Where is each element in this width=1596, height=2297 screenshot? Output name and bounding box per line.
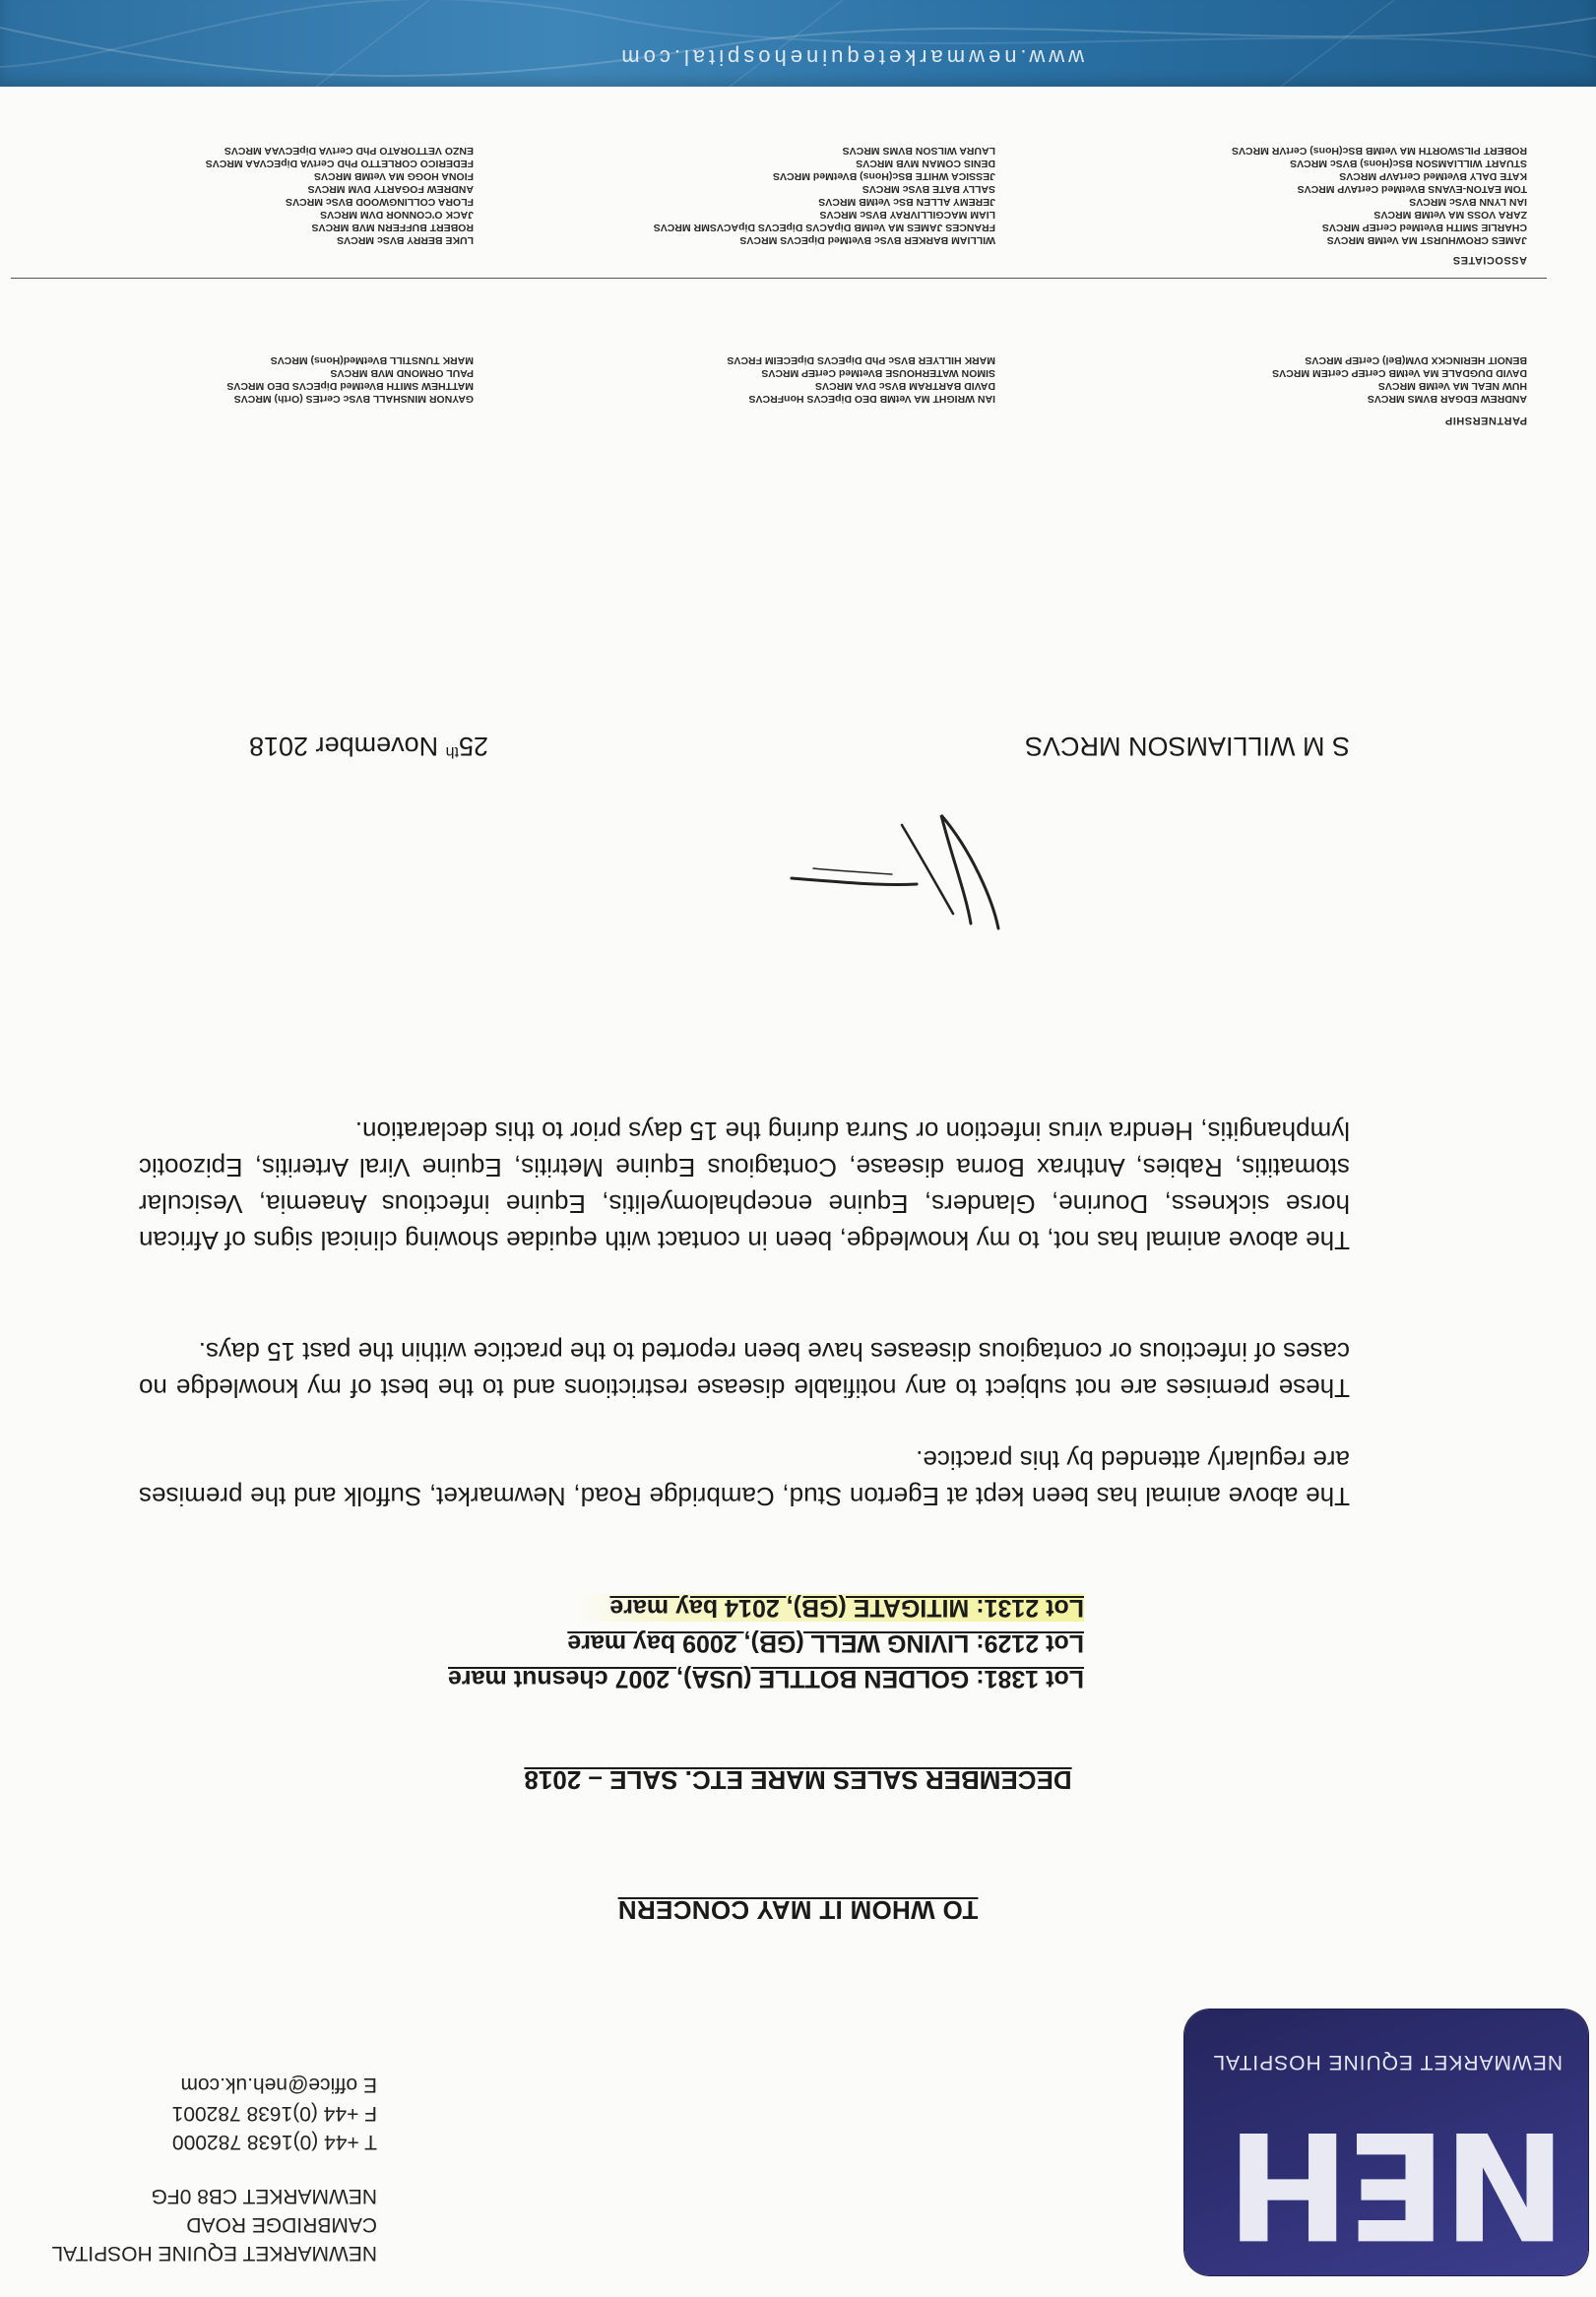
staff-entry: TOM EATON-EVANS BVetMed CertAVP MRCVS [1297, 183, 1527, 195]
partnership-column-3 [226, 353, 474, 405]
staff-entry: FEDERICO CORLETTO PhD CertVA DipECVAA MRCVS [205, 158, 474, 169]
staff-entry: JESSICA WHITE BSc(Hons) BVetMed MRCVS [773, 170, 995, 182]
date-suffix: th [445, 743, 459, 760]
fax: F +44 (0)1638 782001 [171, 2102, 377, 2125]
date-month-year: November 2018 [248, 732, 446, 761]
date-day: 25 [458, 732, 488, 761]
lot-item: Lot 2129: LIVING WELL (GB), 2009 bay mare [567, 1629, 1084, 1657]
staff-entry: DENIS COMAN MVB MRCVS [856, 158, 995, 169]
associates-column-2 [654, 144, 995, 246]
staff-entry: WILLIAM BARKER BVSc BVetMed DipECVS MRCVS [739, 234, 995, 246]
staff-entry: DAVID BARTRAM BVSc DVA MRCVS [815, 380, 995, 392]
staff-entry: BENOIT HERINCKX DVM(Bel) CertEP MRCVS [1305, 354, 1527, 366]
staff-entry: ROBERT BUFFERN MVB MRCVS [311, 222, 474, 233]
address-line: CAMBRIDGE ROAD [186, 2213, 377, 2236]
staff-entry: ANDREW FOGARTY DVM MRCVS [307, 183, 474, 195]
staff-entry: ANDREW EDGAR BVMS MRCVS [1367, 393, 1527, 405]
associates-column-1 [1232, 144, 1527, 246]
staff-entry: SALLY BATE BVSc MRCVS [862, 183, 995, 195]
staff-entry: GAYNOR MINSHALL BVSc CertES (Orth) MRCVS [233, 393, 474, 405]
logo-mark: NEH [1230, 2098, 1566, 2269]
neh-logo [1184, 2010, 1588, 2275]
footer-texture [0, 0, 1596, 87]
staff-entry: JACK O'CONNOR DVM MRCVS [320, 209, 474, 221]
letterhead-address [51, 2071, 377, 2267]
staff-entry: CHARLIE SMITH BVetMed CertEP MRCVS [1321, 222, 1527, 233]
staff-entry: FIONA HOGG MA VetMB MRCVS [314, 170, 474, 182]
staff-entry: ENZO VETTORATO PhD CertVA DipECVAA MRCVS [223, 145, 474, 157]
associates-heading: ASSOCIATES [1452, 254, 1527, 266]
staff-entry: ROBERT PILSWORTH MA VetMB BSc(Hons) CertVR MRCVS [1231, 145, 1527, 157]
footer-band [0, 0, 1596, 87]
staff-entry: IAN WRIGHT MA VetMB DEO DipECVS HonFRCVS [748, 393, 995, 405]
staff-entry: FRANCES JAMES MA VetMB DipACVS DipECVS DipACVSMR MRCVS [653, 222, 995, 233]
staff-entry: PAUL ORMOND MVB MRCVS [330, 367, 474, 379]
handwritten-signature [784, 805, 1010, 943]
partnership-heading: PARTNERSHIP [1444, 415, 1527, 426]
staff-entry: LUKE BERRY BVSc MRCVS [337, 234, 474, 246]
lot-list [448, 1590, 1084, 1696]
letter-date [249, 731, 488, 761]
paragraph-disease-restrictions: These premises are not subject to any notifiable disease restrictions and to the best of my knowledge no cases of infectious or contagious diseases have been reported to the practice within the past 15 days. [139, 1337, 1350, 1403]
lot-item-highlighted: Lot 2131: MITIGATE (GB), 2014 bay mare [576, 1594, 1084, 1622]
paragraph-premises: The above animal has been kept at Egerton Stud, Cambridge Road, Newmarket, Suffolk and the premises are regularly attended by this practice. [139, 1445, 1350, 1511]
staff-entry: DAVID DUGDALE MA VetMB CertEP CertEM MRCVS [1272, 367, 1527, 379]
salutation: TO WHOM IT MAY CONCERN [617, 1895, 979, 1925]
staff-entry: HUW NEAL MA VetMB MRCVS [1377, 380, 1527, 392]
staff-entry: SIMON WATERHOUSE BVetMed CertEP MRCVS [761, 367, 995, 379]
staff-entry: LIAM MACGILLIVRAY BVSc MRCVS [819, 209, 995, 221]
staff-entry: LAURA WILSON BVMS MRCVS [842, 145, 995, 157]
staff-entry: FLORA COLLINGWOOD BVSc MRCVS [286, 196, 474, 208]
staff-entry: JAMES CROWHURST MA VetMB MRCVS [1326, 234, 1527, 246]
partnership-column-2 [727, 353, 995, 405]
lot-item: Lot 1381: GOLDEN BOTTLE (USA), 2007 chesnut mare [448, 1665, 1084, 1692]
staff-entry: MARK HILLYER BVSc PhD DipECVS DipECEIM FRCVS [727, 354, 995, 366]
staff-entry: MARK TUNSTILL BVetMed(Hons) MRCVS [270, 354, 474, 366]
staff-divider [11, 278, 1547, 279]
logo-name: NEWMARKET EQUINE HOSPITAL [1212, 2051, 1563, 2074]
address-line: NEWMARKET CB8 0FG [151, 2185, 377, 2207]
email: E office@neh.uk.com [180, 2074, 377, 2096]
staff-entry: JEREMY ALLEN BSc VetMB MRCVS [818, 196, 995, 208]
staff-entry: IAN LYNN BVSc MRCVS [1409, 196, 1527, 208]
associates-column-3 [206, 144, 474, 246]
sale-title: DECEMBER SALES MARE ETC. SALE – 2018 [524, 1765, 1072, 1795]
partnership-column-1 [1272, 353, 1527, 405]
staff-entry: KATE DALY BVetMed CertAVP MRCVS [1339, 170, 1527, 182]
footer-url: www.newmarketequinehospital.com [617, 45, 1084, 70]
staff-entry: STUART WILLIAMSON BSc(Hons) BVSc MRCVS [1290, 158, 1527, 169]
address-line: NEWMARKET EQUINE HOSPITAL [51, 2242, 377, 2265]
staff-entry: ZARA VOSS MA VetMB MRCVS [1373, 209, 1527, 221]
signer-name: S M WILLIAMSON MRCVS [1024, 732, 1350, 761]
paragraph-contact-declaration: The above animal has not, to my knowledge, been in contact with equidae showing clinical signs of African horse sickness, Dourine, Glanders, Equine encephalomyelitis, Equine infectious Anaemia, Vesicular stomatitis, Rabies, Anthrax Borna disease, Contagious Equine Metritis, Equine Viral Arteritis, Epizootic lymphangitis, Hendra virus infection or Surra during the 15 days prior to this declaration. [139, 1117, 1350, 1255]
telephone: T +44 (0)1638 782000 [171, 2131, 377, 2153]
staff-entry: MATTHEW SMITH BVetMed DipECVS DEO MRCVS [226, 380, 474, 392]
